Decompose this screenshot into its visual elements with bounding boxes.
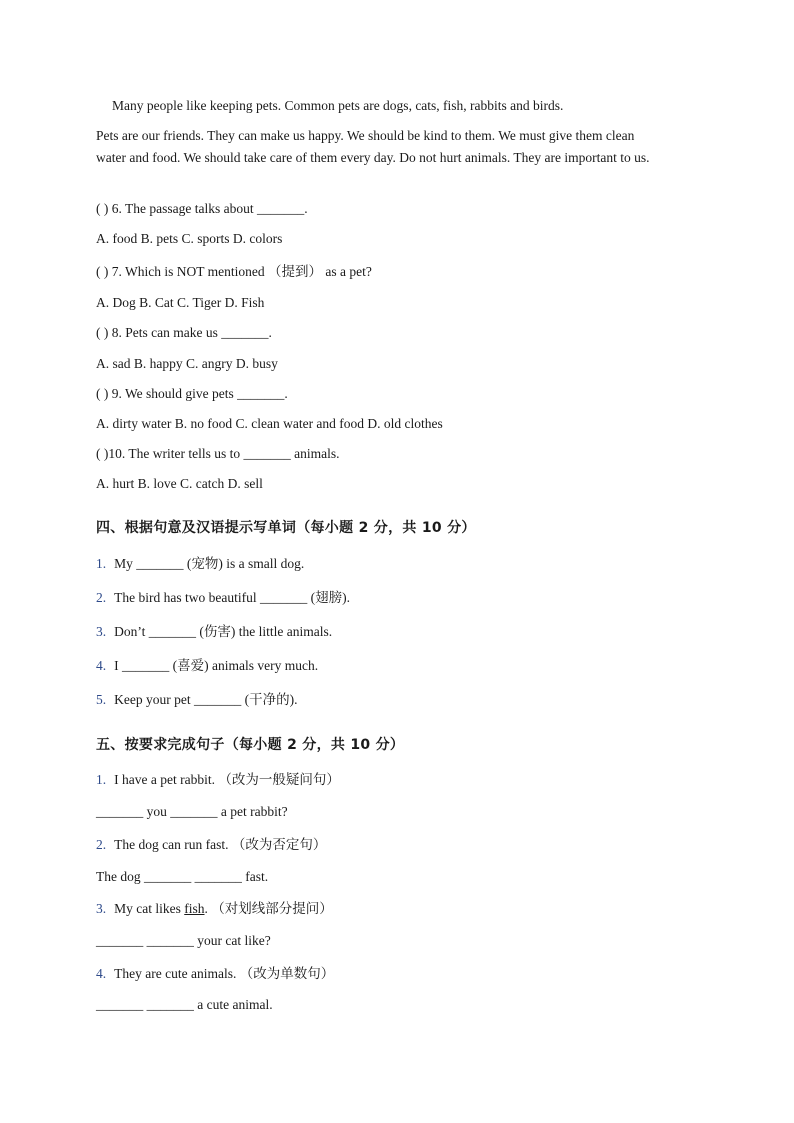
- passage-paragraph-2: Pets are our friends. They can make us happy. We should be kind to them. We must give them clean water and food. We should take care of them every day. Do not hurt animals. They are important to us.: [96, 128, 650, 165]
- question-6-options: A. food B. pets C. sports D. colors: [96, 231, 283, 246]
- section-5-title: 五、按要求完成句子（每小题 2 分，共 10 分）: [96, 737, 405, 753]
- item-number: 2.: [96, 590, 107, 605]
- item-number: 5.: [96, 692, 107, 707]
- item-text: My _______ (宠物) is a small dog.: [114, 556, 305, 571]
- section-4-title: 四、根据句意及汉语提示写单词（每小题 2 分，共 10 分）: [96, 520, 476, 536]
- item-number: 3.: [96, 901, 107, 916]
- section-5-item-1: [96, 768, 340, 788]
- section-5-answer-4: _______ _______ a cute animal.: [96, 997, 273, 1012]
- section-5-item-2: [96, 833, 326, 853]
- section-4-item-4: [96, 654, 318, 674]
- section-5-answer-2: The dog _______ _______ fast.: [96, 869, 269, 884]
- question-10-stem: ( )10. The writer tells us to _______ animals.: [96, 446, 340, 461]
- section-4-item-3: [96, 620, 332, 640]
- question-9-options: A. dirty water B. no food C. clean water and food D. old clothes: [96, 416, 443, 431]
- section-5-answer-1: _______ you _______ a pet rabbit?: [96, 804, 288, 819]
- question-8-stem: ( ) 8. Pets can make us _______.: [96, 325, 272, 340]
- section-5-answer-3: _______ _______ your cat like?: [96, 933, 271, 948]
- item-text: They are cute animals. （改为单数句）: [114, 966, 335, 981]
- item-number: 3.: [96, 624, 107, 639]
- item-text: Keep your pet _______ (干净的).: [114, 692, 298, 707]
- section-5-item-4: [96, 962, 334, 982]
- underlined-word: fish: [184, 901, 205, 916]
- item-text: Don’t _______ (伤害) the little animals.: [114, 624, 333, 639]
- item-text: My cat likes: [114, 901, 185, 916]
- section-4-item-5: [96, 688, 297, 708]
- question-9-stem: ( ) 9. We should give pets _______.: [96, 386, 288, 401]
- question-8-options: A. sad B. happy C. angry D. busy: [96, 356, 278, 371]
- question-7-options: A. Dog B. Cat C. Tiger D. Fish: [96, 295, 265, 310]
- item-number: 2.: [96, 837, 107, 852]
- section-4-item-1: [96, 552, 304, 572]
- item-number: 1.: [96, 556, 107, 571]
- question-10-options: A. hurt B. love C. catch D. sell: [96, 476, 263, 491]
- question-7-stem: ( ) 7. Which is NOT mentioned （提到） as a pet?: [96, 264, 372, 279]
- section-4-item-2: [96, 586, 350, 606]
- item-text: The dog can run fast. （改为否定句）: [114, 837, 327, 852]
- item-number: 4.: [96, 658, 107, 673]
- item-text-after: . （对划线部分提问）: [204, 901, 333, 916]
- item-text: I have a pet rabbit. （改为一般疑问句）: [114, 772, 340, 787]
- passage-paragraph-1: Many people like keeping pets. Common pets are dogs, cats, fish, rabbits and birds.: [112, 98, 564, 113]
- question-6-stem: ( ) 6. The passage talks about _______.: [96, 201, 308, 216]
- item-number: 4.: [96, 966, 107, 981]
- item-text: I _______ (喜爱) animals very much.: [114, 658, 319, 673]
- item-number: 1.: [96, 772, 107, 787]
- item-text: The bird has two beautiful _______ (翅膀).: [114, 590, 350, 605]
- section-5-item-3: [96, 897, 333, 917]
